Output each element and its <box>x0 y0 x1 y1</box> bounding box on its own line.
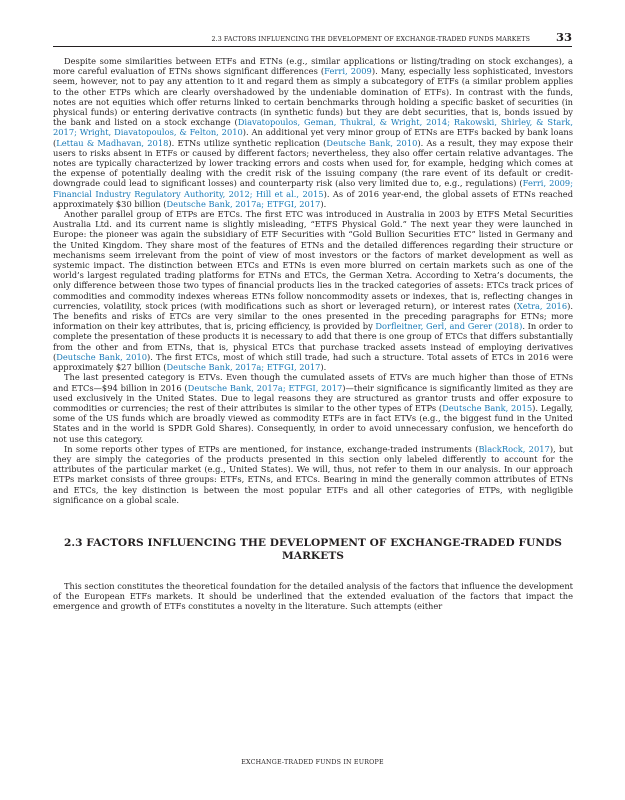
running-head: 2.3 FACTORS INFLUENCING THE DEVELOPMENT OF EXCHANGE-TRADED FUNDS MARKETS <box>211 36 530 43</box>
page-header <box>53 30 572 47</box>
citation-link[interactable]: Deutsche Bank, 2015 <box>442 402 533 413</box>
page-footer: EXCHANGE-TRADED FUNDS IN EUROPE <box>241 759 384 766</box>
section-heading: 2.3 FACTORS INFLUENCING THE DEVELOPMENT OF EXCHANGE-TRADED FUNDS MARKETS <box>63 536 563 562</box>
citation-link[interactable]: Xetra, 2016 <box>516 300 568 311</box>
page-number: 33 <box>555 30 572 44</box>
paragraph-section-intro: This section constitutes the theoretical foundation for the detailed analysis of the factors that influence the development of the European ETFs markets. It should be underlined that the extended evaluation of the factors that impact the emergence and growth of ETFs constitutes a novelty in the literature. Such attempts (either <box>53 580 573 612</box>
citation-link[interactable]: Dorfleitner, Gerl, and Gerer (2018) <box>375 321 523 332</box>
paragraph-etvs: The last presented category is ETVs. Even though the cumulated assets of ETVs are much higher than those of ETNs and ETCs—$94 billion in 2016 (Deutsche Bank, 2017a; ETFGI, 2017)—their significance is significantly limited as they are used exclusively in the United States. Due to legal reasons they are structured as grantor trusts and offer exposure to commodities or currencies; the rest of their attributes is similar to the other types of ETPs (Deutsche Bank, 2015). Legally, some of the US funds which are broadly viewed as commodity ETFs are in fact ETVs (e.g., the biggest fund in the United States and in the world is SPDR Gold Shares). Consequently, in order to avoid unnecessary confusion, we henceforth do not use this category. <box>53 372 574 444</box>
paragraph-other-etps: In some reports other types of ETPs are mentioned, for instance, exchange-traded instruments (BlackRock, 2017), but they are simply the categories of the products presented in this section only labeled differently to account for the attributes of the particular market (e.g., United States). We will, thus, not refer to them in our analysis. In our approach ETPs market consists of three groups: ETFs, ETNs, and ETCs. Bearing in mind the generally common attributes of ETNs and ETCs, the key distinction is between the most popular ETFs and all other categories of ETPs, with negligible significance on a global scale. <box>53 443 573 505</box>
paragraph-etcs: Another parallel group of ETPs are ETCs. The first ETC was introduced in Australia in 2003 by ETFS Metal Securities Australia Ltd. and its current name is slightly misleading, “ETFS Physical Gold.” The next year they were launched in Europe: the pioneer was again the subsidiary of ETF Securities with “Gold Bullion Securities ETC” listed in Germany and the United Kingdom. They share most of the features of ETNs and the detailed differences regarding their structure or mechanisms seem irrelevant from the point of view of most investors or the factors of market development as well as systemic impact. The distinction between ETCs and ETNs is even more blurred on certain markets such as one of the world’s largest regulated trading platforms for ETNs and ETCs, the German Xetra. According to Xetra’s documents, the only difference between those two types of financial products lies in the tracked categories of assets: ETCs track prices of commodities and commodity indexes whereas ETNs follow noncommodity assets or indexes, that is, reflecting changes in currencies, volatility, stock prices (with modifications such as short or leveraged return), or interest rates (Xetra, 2016). The benefits and risks of ETCs are very similar to the ones presented in the preceding paragraphs for ETNs; more information on their key attributes, that is, pricing efficiency, is provided by Dorfleitner, Gerl, and Gerer (2018). In order to complete the presentation of these products it is necessary to add that there is one group of ETCs that differs substantially from the other and from ETNs, that is, physical ETCs that purchase tracked assets instead of employing derivatives (Deutsche Bank, 2010). The first ETCs, most of which still trade, had such a structure. Total assets of ETCs in 2016 were approximately $27 billion (Deutsche Bank, 2017a; ETFGI, 2017). <box>53 209 573 373</box>
citation-link[interactable]: Deutsche Bank, 2017a; ETFGI, 2017 <box>166 198 321 209</box>
citation-link[interactable]: BlackRock, 2017 <box>478 443 550 454</box>
citation-link[interactable]: Diavatopoulos, Geman, Thukral, & Wright, 2014; Rakowski, Shirley, & Stark, 2017; Wright, Diavatopoulos, & Felton, 2010 <box>53 117 573 138</box>
citation-link[interactable]: Lettau & Madhavan, 2018 <box>56 137 169 148</box>
citation-link[interactable]: Deutsche Bank, 2017a; ETFGI, 2017 <box>187 382 343 393</box>
citation-link[interactable]: Ferri, 2009; Financial Industry Regulatory Authority, 2012; Hill et al., 2015 <box>53 178 573 199</box>
citation-link[interactable]: Ferri, 2009 <box>324 66 372 77</box>
citation-link[interactable]: Deutsche Bank, 2010 <box>326 137 418 148</box>
paragraph-etns: Despite some similarities between ETFs and ETNs (e.g., similar applications or listing/trading on stock exchanges), a more careful evaluation of ETNs shows significant differences (Ferri, 2009). Many, especially less sophisticated, investors seem, however, not to pay any attention to it and regard them as simply a subcategory of ETFs (a similar problem applies to the other ETPs which are clearly overshadowed by the undeniable domination of ETFs). In contrast with the funds, notes are not equities which offer returns linked to certain benchmarks through holding a specific basket of securities (in physical funds) or entering derivative contracts (in synthetic funds) but they are debt securities, that is, bonds issued by the bank and listed on a stock exchange (Diavatopoulos, Geman, Thukral, & Wright, 2014; Rakowski, Shirley, & Stark, 2017; Wright, Diavatopoulos, & Felton, 2010). An additional yet very minor group of ETNs are ETFs backed by bank loans (Lettau & Madhavan, 2018). ETNs utilize synthetic replication (Deutsche Bank, 2010). As a result, they may expose their users to risks absent in ETFs or caused by different factors; nevertheless, they also offer certain relative advantages. The notes are typically characterized by lower tracking errors and costs when used for, for example, hedging which comes at the expense of potentially dealing with the credit risk of the issuing company (the rare event of its default or credit-downgrade could lead to significant losses) and counterparty risk (also very limited due to, e.g., regulations) (Ferri, 2009; Financial Industry Regulatory Authority, 2012; Hill et al., 2015). As of 2016 year-end, the global assets of ETNs reached approximately $30 billion (Deutsche Bank, 2017a; ETFGI, 2017). <box>53 56 574 209</box>
citation-link[interactable]: Deutsche Bank, 2010 <box>56 351 148 362</box>
page-body <box>53 56 573 612</box>
citation-link[interactable]: Deutsche Bank, 2017a; ETFGI, 2017 <box>166 362 321 373</box>
